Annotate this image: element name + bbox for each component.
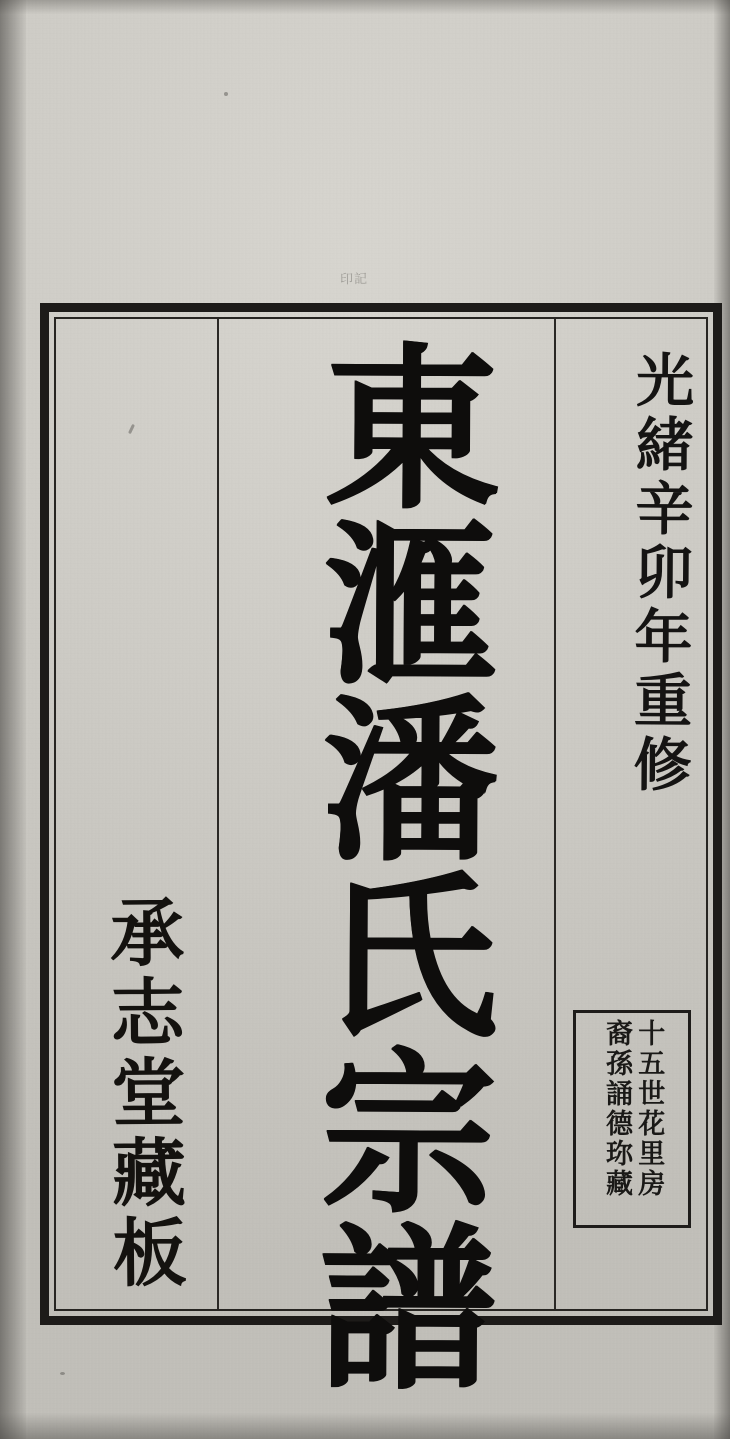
column-divider-left bbox=[217, 319, 219, 1309]
faint-stamp-mark: 印記 bbox=[339, 272, 369, 288]
woodblock-frame bbox=[40, 303, 722, 1393]
scan-speck bbox=[224, 92, 228, 96]
scan-speck bbox=[60, 1372, 65, 1375]
seal-line-right: 十五世花里房 bbox=[633, 1019, 665, 1199]
seal-line-left: 裔孫誦德珎藏 bbox=[601, 1019, 632, 1199]
page-edge-left-shadow bbox=[0, 0, 26, 1439]
column-divider-right bbox=[554, 319, 556, 1309]
publisher-hall-column: 承志堂藏板 bbox=[97, 893, 188, 1295]
page-edge-bottom-shadow bbox=[0, 1413, 730, 1439]
page-edge-top-shadow bbox=[0, 0, 730, 14]
ownership-seal-box bbox=[573, 1010, 691, 1228]
edition-year-column: 光緒辛卯年重修 bbox=[623, 349, 695, 799]
page-title: 東滙潘氏宗譜 bbox=[289, 335, 502, 1393]
